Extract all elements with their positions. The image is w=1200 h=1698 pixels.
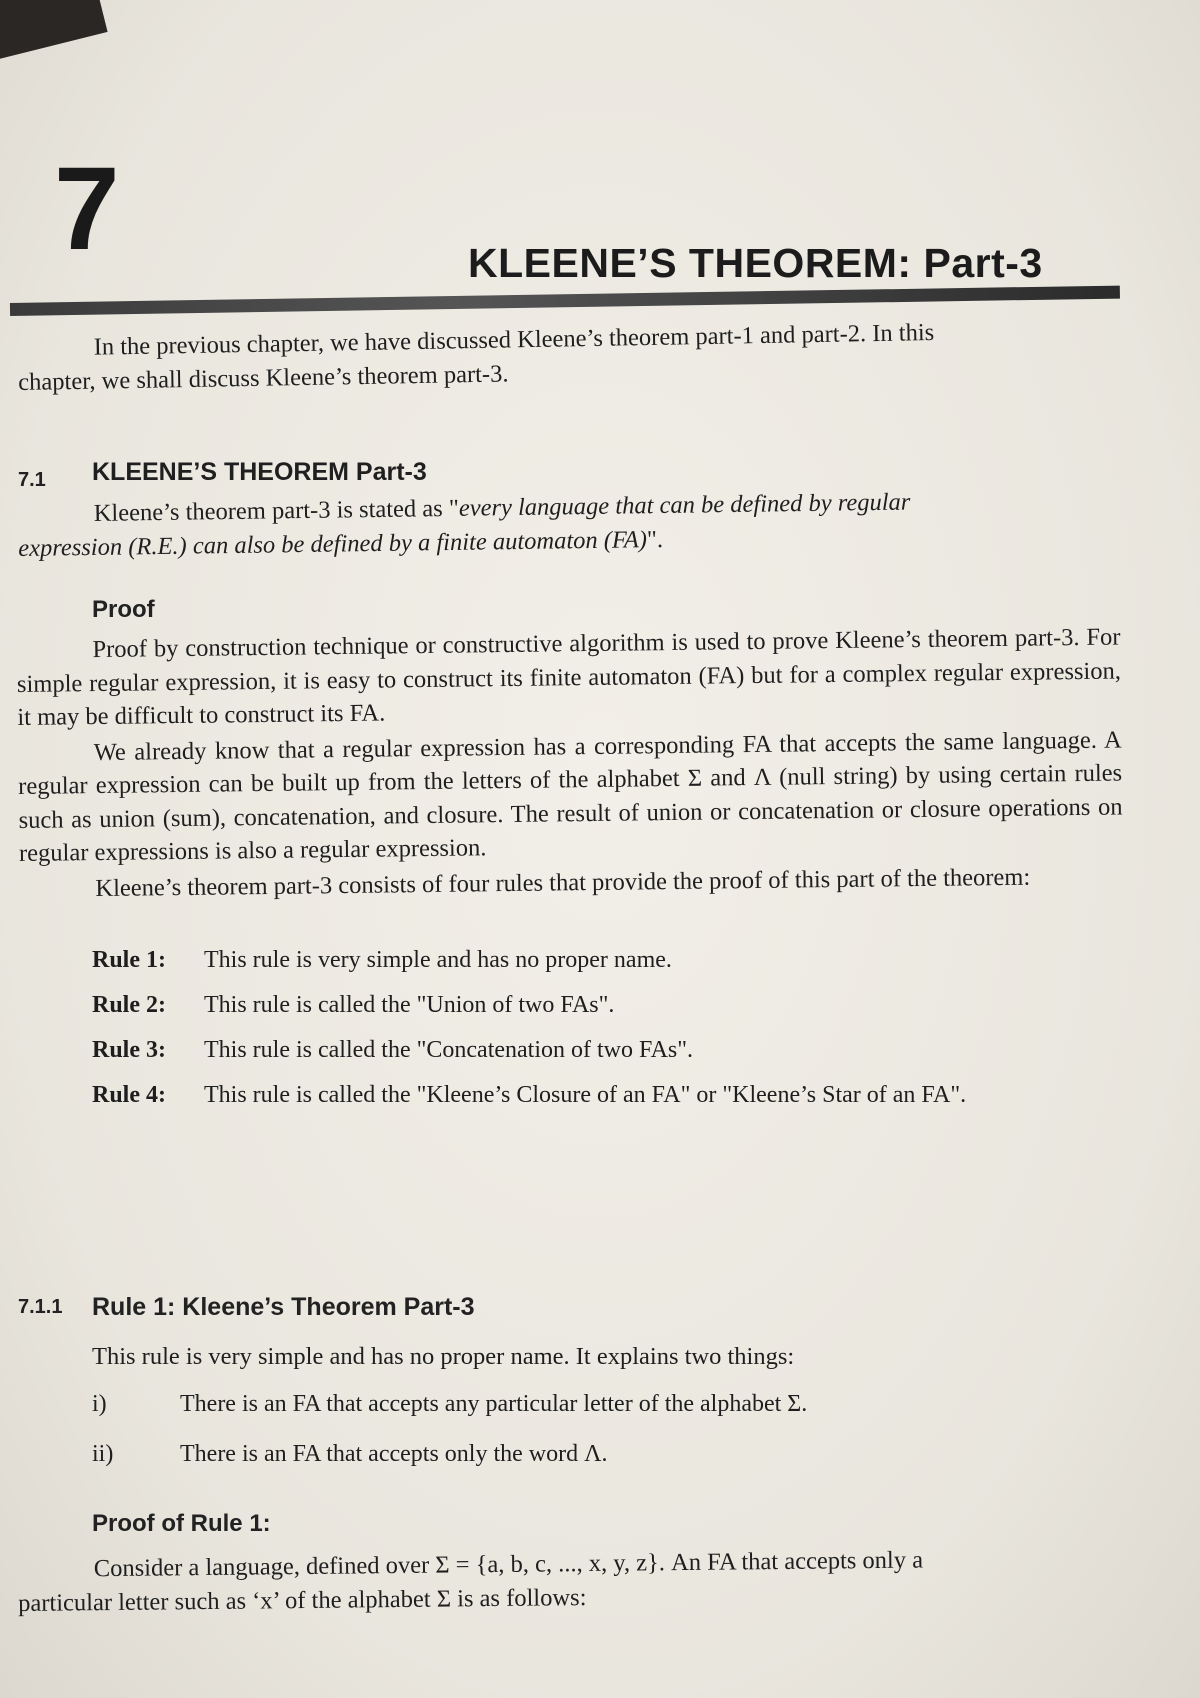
rule-label: Rule 4: — [92, 1082, 166, 1108]
rule-label: Rule 1: — [92, 947, 166, 973]
chapter-title: KLEENE’S THEOREM: Part-3 — [468, 240, 1043, 286]
section-heading: KLEENE’S THEOREM Part-3 — [92, 458, 427, 486]
proof-paragraph-1: Proof by construction technique or constructive algorithm is used to prove Kleene’s theorem part-3. For simple regular expression, it is easy to construct its finite automaton (FA) but for a complex regular expression, it may be difficult to construct its FA. — [16, 623, 1122, 732]
list-marker: ii) — [92, 1441, 114, 1467]
list-marker: i) — [92, 1391, 107, 1417]
statement-italic-2: expression (R.E.) can also be defined by a finite automaton (FA) — [18, 525, 648, 562]
proof-paragraph-2: We already know that a regular expression has a corresponding FA that accepts the same language. A regular expression can be built up from the letters of the alphabet Σ and Λ (null string) by using certain rules such as union (sum), concatenation, and closure. The result of union or concatenation or closure operations on regular expressions is also a regular expression. — [18, 726, 1123, 867]
chapter-number: 7 — [54, 143, 120, 275]
section-number: 7.1 — [18, 469, 46, 491]
list-text: There is an FA that accepts only the word Λ. — [180, 1441, 608, 1467]
rule-text: This rule is very simple and has no proper name. — [204, 947, 672, 973]
intro-paragraph — [17, 313, 1122, 399]
proof-heading: Proof — [92, 596, 155, 623]
statement-prefix: Kleene’s theorem part-3 is stated as " — [93, 494, 460, 527]
list-text: There is an FA that accepts any particular letter of the alphabet Σ. — [180, 1391, 808, 1417]
proof-rule1-body — [18, 1541, 1123, 1620]
page-corner-shadow — [0, 0, 108, 66]
proof-rule1-heading: Proof of Rule 1: — [92, 1510, 271, 1537]
statement-italic-1: every language that can be defined by regular — [458, 488, 911, 522]
subsection-intro: This rule is very simple and has no proper name. It explains two things: — [92, 1343, 795, 1370]
theorem-statement — [18, 483, 1123, 565]
rule-label: Rule 2: — [92, 992, 166, 1018]
rule-text: This rule is called the "Union of two FAs". — [204, 992, 615, 1018]
rule-text: This rule is called the "Concatenation of two FAs". — [204, 1037, 694, 1063]
statement-suffix: ". — [646, 525, 664, 553]
intro-line-2: chapter, we shall discuss Kleene’s theorem part-3. — [18, 359, 509, 396]
proof-body — [16, 621, 1123, 906]
rule-text: This rule is called the "Kleene’s Closure of an FA" or "Kleene’s Star of an FA". — [204, 1082, 967, 1108]
subsection-heading: Rule 1: Kleene’s Theorem Part-3 — [92, 1293, 475, 1321]
proof-paragraph-3: Kleene’s theorem part-3 consists of four rules that provide the proof of this part of the theorem: — [95, 863, 1031, 902]
intro-line-1: In the previous chapter, we have discussed Kleene’s theorem part-1 and part-2. In this — [93, 319, 935, 361]
subsection-number: 7.1.1 — [18, 1296, 63, 1318]
proof-rule1-line-2: particular letter such as ‘x’ of the alphabet Σ is as follows: — [18, 1583, 587, 1617]
proof-rule1-line-1: Consider a language, defined over Σ = {a, b, c, ..., x, y, z}. An FA that accepts only a — [93, 1546, 924, 1583]
rule-label: Rule 3: — [92, 1037, 166, 1063]
chapter-divider — [10, 286, 1120, 316]
